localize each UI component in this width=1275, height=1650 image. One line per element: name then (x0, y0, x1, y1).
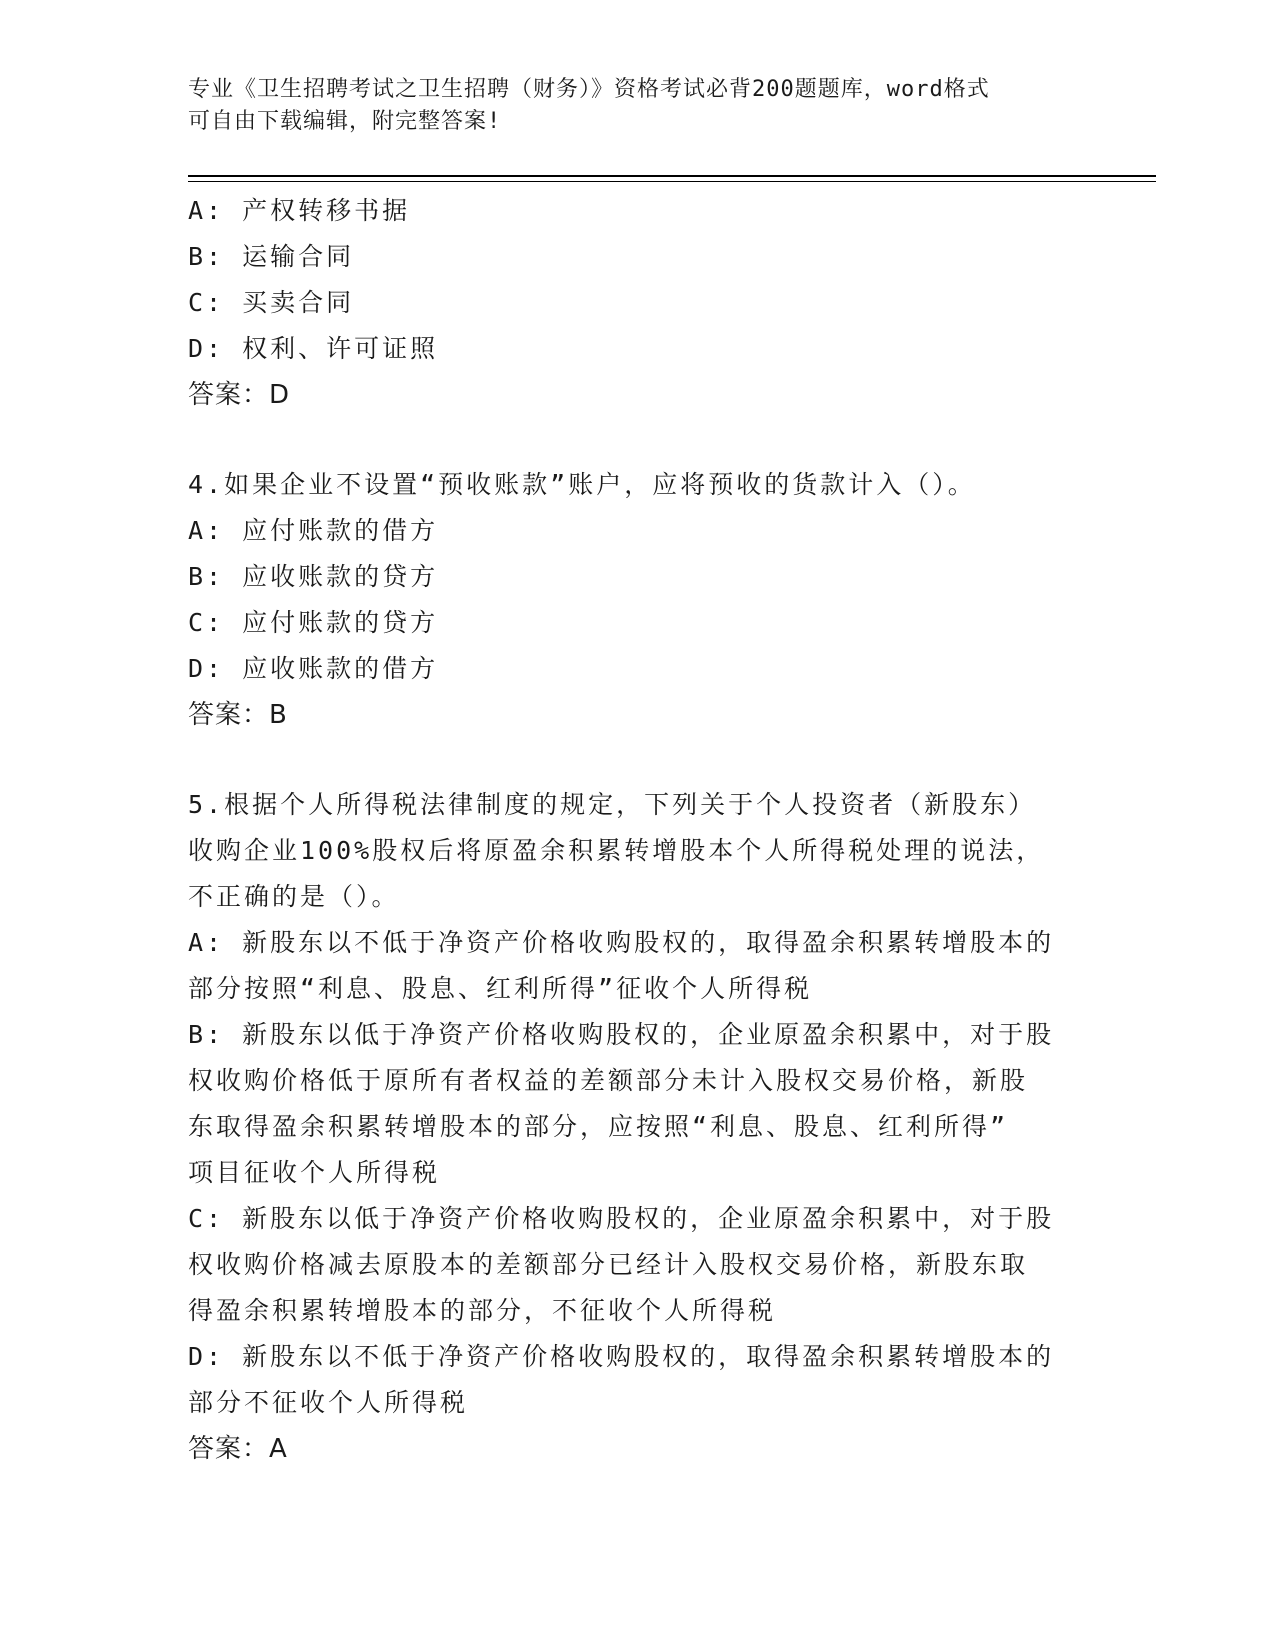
header-line-2: 可自由下载编辑，附完整答案! (188, 109, 502, 134)
q5-option-b-line: 东取得盈余积累转增股本的部分，应按照“利息、股息、红利所得” (188, 1112, 1009, 1141)
question-5-block (188, 782, 1088, 1472)
q3-answer: 答案：D (188, 380, 291, 410)
q4-option-b: B: 应收账款的贷方 (188, 562, 439, 591)
q5-option-d-line: 部分不征收个人所得税 (188, 1388, 469, 1417)
q4-option-d: D: 应收账款的借方 (188, 654, 439, 683)
q5-option-b-line: 项目征收个人所得税 (188, 1158, 441, 1187)
question-3-block (188, 188, 1088, 418)
q4-stem: 4.如果企业不设置“预收账款”账户，应将预收的货款计入（）。 (188, 470, 976, 499)
header-divider-thin (188, 181, 1156, 182)
q4-option-a: A: 应付账款的借方 (188, 516, 439, 545)
q3-option-a: A: 产权转移书据 (188, 196, 411, 225)
q5-option-c-line: C: 新股东以低于净资产价格收购股权的，企业原盈余积累中，对于股 (188, 1204, 1055, 1233)
q5-option-c-line: 得盈余积累转增股本的部分，不征收个人所得税 (188, 1296, 777, 1325)
q5-stem-line: 收购企业100%股权后将原盈余积累转增股本个人所得税处理的说法， (188, 836, 1045, 865)
question-4-block (188, 462, 1088, 738)
q5-answer: 答案：A (188, 1434, 288, 1464)
q3-option-c: C: 买卖合同 (188, 288, 355, 317)
q3-option-b: B: 运输合同 (188, 242, 355, 271)
q4-answer: 答案：B (188, 700, 288, 730)
q5-option-b-line: 权收购价格低于原所有者权益的差额部分未计入股权交易价格，新股 (188, 1066, 1029, 1095)
q5-stem-line: 5.根据个人所得税法律制度的规定，下列关于个人投资者（新股东） (188, 790, 1037, 819)
document-body (188, 188, 1088, 1472)
q5-stem-line: 不正确的是（）。 (188, 882, 400, 911)
header-line-1: 专业《卫生招聘考试之卫生招聘（财务）》资格考试必背200题题库，word格式 (188, 77, 990, 102)
q5-option-a-line: A: 新股东以不低于净资产价格收购股权的，取得盈余积累转增股本的 (188, 928, 1055, 957)
header-divider-thick (188, 175, 1156, 177)
q5-option-d-line: D: 新股东以不低于净资产价格收购股权的，取得盈余积累转增股本的 (188, 1342, 1055, 1371)
q3-option-d: D: 权利、许可证照 (188, 334, 439, 363)
q5-option-b-line: B: 新股东以低于净资产价格收购股权的，企业原盈余积累中，对于股 (188, 1020, 1055, 1049)
spacer (188, 738, 1088, 782)
document-header (188, 74, 1068, 138)
q5-option-c-line: 权收购价格减去原股本的差额部分已经计入股权交易价格，新股东取 (188, 1250, 1029, 1279)
spacer (188, 418, 1088, 462)
q4-option-c: C: 应付账款的贷方 (188, 608, 439, 637)
q5-option-a-line: 部分按照“利息、股息、红利所得”征收个人所得税 (188, 974, 813, 1003)
